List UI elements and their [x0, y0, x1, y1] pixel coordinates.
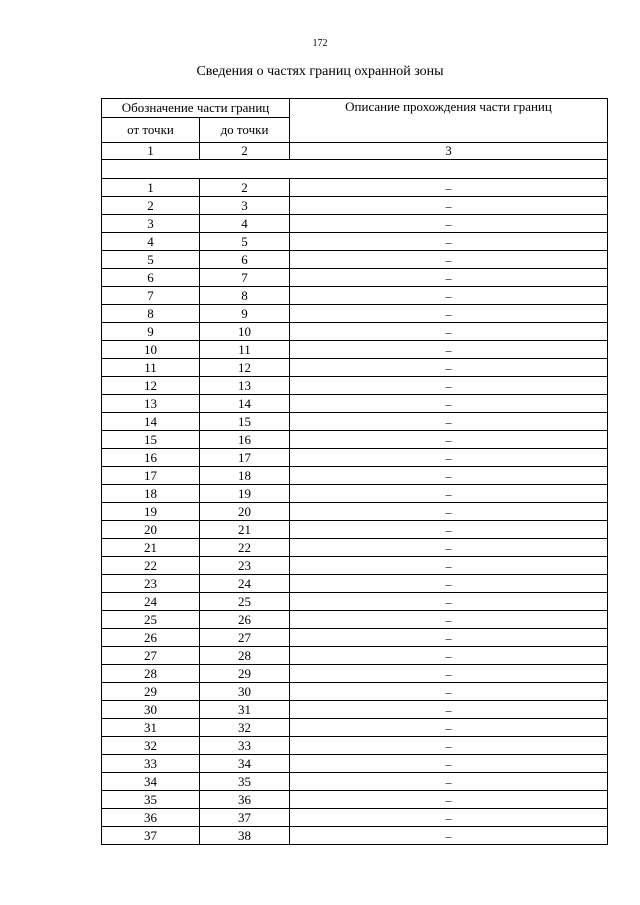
from-point-cell: 34: [102, 773, 200, 791]
to-point-cell: 27: [200, 629, 290, 647]
to-point-cell: 32: [200, 719, 290, 737]
table-row: [102, 305, 608, 323]
from-point-cell: 7: [102, 287, 200, 305]
table-row: [102, 287, 608, 305]
column-number-row: [102, 143, 608, 160]
description-cell: –: [290, 827, 608, 845]
from-point-cell: 11: [102, 359, 200, 377]
description-cell: –: [290, 683, 608, 701]
description-cell: –: [290, 287, 608, 305]
from-point-cell: 16: [102, 449, 200, 467]
from-point-cell: 14: [102, 413, 200, 431]
description-cell: –: [290, 557, 608, 575]
to-point-cell: 17: [200, 449, 290, 467]
to-point-cell: 20: [200, 503, 290, 521]
description-cell: –: [290, 341, 608, 359]
table-row: [102, 449, 608, 467]
table-header-row: [102, 99, 608, 118]
to-point-cell: 26: [200, 611, 290, 629]
to-point-cell: 25: [200, 593, 290, 611]
description-cell: –: [290, 377, 608, 395]
from-point-cell: 36: [102, 809, 200, 827]
table-row: [102, 251, 608, 269]
from-point-cell: 20: [102, 521, 200, 539]
table-row: [102, 413, 608, 431]
description-cell: –: [290, 449, 608, 467]
to-point-cell: 36: [200, 791, 290, 809]
to-point-cell: 6: [200, 251, 290, 269]
to-point-cell: 14: [200, 395, 290, 413]
to-point-cell: 9: [200, 305, 290, 323]
description-cell: –: [290, 503, 608, 521]
table-row: [102, 827, 608, 845]
table-body: [102, 179, 608, 845]
from-point-cell: 28: [102, 665, 200, 683]
to-point-cell: 2: [200, 179, 290, 197]
table-row: [102, 521, 608, 539]
to-point-cell: 18: [200, 467, 290, 485]
description-cell: –: [290, 611, 608, 629]
from-point-cell: 10: [102, 341, 200, 359]
to-point-cell: 31: [200, 701, 290, 719]
description-cell: –: [290, 305, 608, 323]
table-row: [102, 395, 608, 413]
description-cell: –: [290, 485, 608, 503]
table-row: [102, 485, 608, 503]
to-point-cell: 38: [200, 827, 290, 845]
to-point-cell: 13: [200, 377, 290, 395]
to-point-cell: 16: [200, 431, 290, 449]
column-number-1: 1: [102, 143, 200, 160]
description-cell: –: [290, 467, 608, 485]
to-point-cell: 12: [200, 359, 290, 377]
from-point-cell: 37: [102, 827, 200, 845]
to-point-cell: 22: [200, 539, 290, 557]
page-number: 172: [312, 38, 328, 49]
description-cell: –: [290, 359, 608, 377]
spacer-cell: [102, 160, 608, 179]
from-point-cell: 18: [102, 485, 200, 503]
from-point-cell: 35: [102, 791, 200, 809]
from-point-cell: 23: [102, 575, 200, 593]
to-point-cell: 29: [200, 665, 290, 683]
from-point-cell: 29: [102, 683, 200, 701]
description-cell: –: [290, 629, 608, 647]
description-cell: –: [290, 665, 608, 683]
description-cell: –: [290, 701, 608, 719]
description-cell: –: [290, 431, 608, 449]
to-point-cell: 34: [200, 755, 290, 773]
from-point-cell: 6: [102, 269, 200, 287]
description-cell: –: [290, 179, 608, 197]
description-cell: –: [290, 323, 608, 341]
from-point-cell: 3: [102, 215, 200, 233]
from-point-cell: 25: [102, 611, 200, 629]
spacer-row: [102, 160, 608, 179]
table-row: [102, 323, 608, 341]
from-point-cell: 9: [102, 323, 200, 341]
table-row: [102, 359, 608, 377]
to-point-cell: 35: [200, 773, 290, 791]
from-point-cell: 33: [102, 755, 200, 773]
description-cell: –: [290, 269, 608, 287]
table-row: [102, 341, 608, 359]
table-row: [102, 557, 608, 575]
table-row: [102, 809, 608, 827]
to-point-cell: 5: [200, 233, 290, 251]
to-point-cell: 24: [200, 575, 290, 593]
to-point-cell: 7: [200, 269, 290, 287]
to-point-cell: 33: [200, 737, 290, 755]
description-cell: –: [290, 755, 608, 773]
to-point-cell: 4: [200, 215, 290, 233]
description-cell: –: [290, 773, 608, 791]
from-point-cell: 31: [102, 719, 200, 737]
from-point-cell: 5: [102, 251, 200, 269]
table-row: [102, 755, 608, 773]
from-point-cell: 24: [102, 593, 200, 611]
page-title: Сведения о частях границ охранной зоны: [196, 64, 444, 79]
table-row: [102, 539, 608, 557]
table-row: [102, 233, 608, 251]
header-boundary-designation: Обозначение части границ: [102, 99, 290, 118]
to-point-cell: 21: [200, 521, 290, 539]
from-point-cell: 30: [102, 701, 200, 719]
table-row: [102, 431, 608, 449]
from-point-cell: 17: [102, 467, 200, 485]
description-cell: –: [290, 575, 608, 593]
description-cell: –: [290, 215, 608, 233]
description-cell: –: [290, 719, 608, 737]
column-number-2: 2: [200, 143, 290, 160]
header-from-point: от точки: [102, 118, 200, 143]
description-cell: –: [290, 539, 608, 557]
from-point-cell: 22: [102, 557, 200, 575]
table-row: [102, 773, 608, 791]
table-row: [102, 683, 608, 701]
from-point-cell: 13: [102, 395, 200, 413]
to-point-cell: 19: [200, 485, 290, 503]
table-row: [102, 647, 608, 665]
table-row: [102, 791, 608, 809]
from-point-cell: 19: [102, 503, 200, 521]
description-cell: –: [290, 647, 608, 665]
from-point-cell: 21: [102, 539, 200, 557]
table-row: [102, 503, 608, 521]
boundary-parts-table: [101, 98, 608, 845]
table-row: [102, 737, 608, 755]
table-row: [102, 593, 608, 611]
to-point-cell: 11: [200, 341, 290, 359]
description-cell: –: [290, 395, 608, 413]
from-point-cell: 2: [102, 197, 200, 215]
to-point-cell: 15: [200, 413, 290, 431]
from-point-cell: 8: [102, 305, 200, 323]
to-point-cell: 30: [200, 683, 290, 701]
description-cell: –: [290, 413, 608, 431]
description-cell: –: [290, 791, 608, 809]
from-point-cell: 26: [102, 629, 200, 647]
table-row: [102, 377, 608, 395]
table-row: [102, 611, 608, 629]
from-point-cell: 27: [102, 647, 200, 665]
to-point-cell: 28: [200, 647, 290, 665]
table-row: [102, 467, 608, 485]
description-cell: –: [290, 521, 608, 539]
header-to-point: до точки: [200, 118, 290, 143]
table-row: [102, 215, 608, 233]
table-row: [102, 575, 608, 593]
from-point-cell: 4: [102, 233, 200, 251]
to-point-cell: 10: [200, 323, 290, 341]
description-cell: –: [290, 197, 608, 215]
from-point-cell: 32: [102, 737, 200, 755]
from-point-cell: 15: [102, 431, 200, 449]
to-point-cell: 8: [200, 287, 290, 305]
description-cell: –: [290, 737, 608, 755]
table-row: [102, 665, 608, 683]
table-row: [102, 197, 608, 215]
description-cell: –: [290, 593, 608, 611]
table-row: [102, 719, 608, 737]
column-number-3: 3: [290, 143, 608, 160]
description-cell: –: [290, 251, 608, 269]
description-cell: –: [290, 809, 608, 827]
to-point-cell: 23: [200, 557, 290, 575]
to-point-cell: 37: [200, 809, 290, 827]
from-point-cell: 12: [102, 377, 200, 395]
from-point-cell: 1: [102, 179, 200, 197]
table-row: [102, 179, 608, 197]
table-row: [102, 269, 608, 287]
table-row: [102, 701, 608, 719]
header-description: Описание прохождения части границ: [290, 99, 608, 143]
to-point-cell: 3: [200, 197, 290, 215]
description-cell: –: [290, 233, 608, 251]
table-row: [102, 629, 608, 647]
